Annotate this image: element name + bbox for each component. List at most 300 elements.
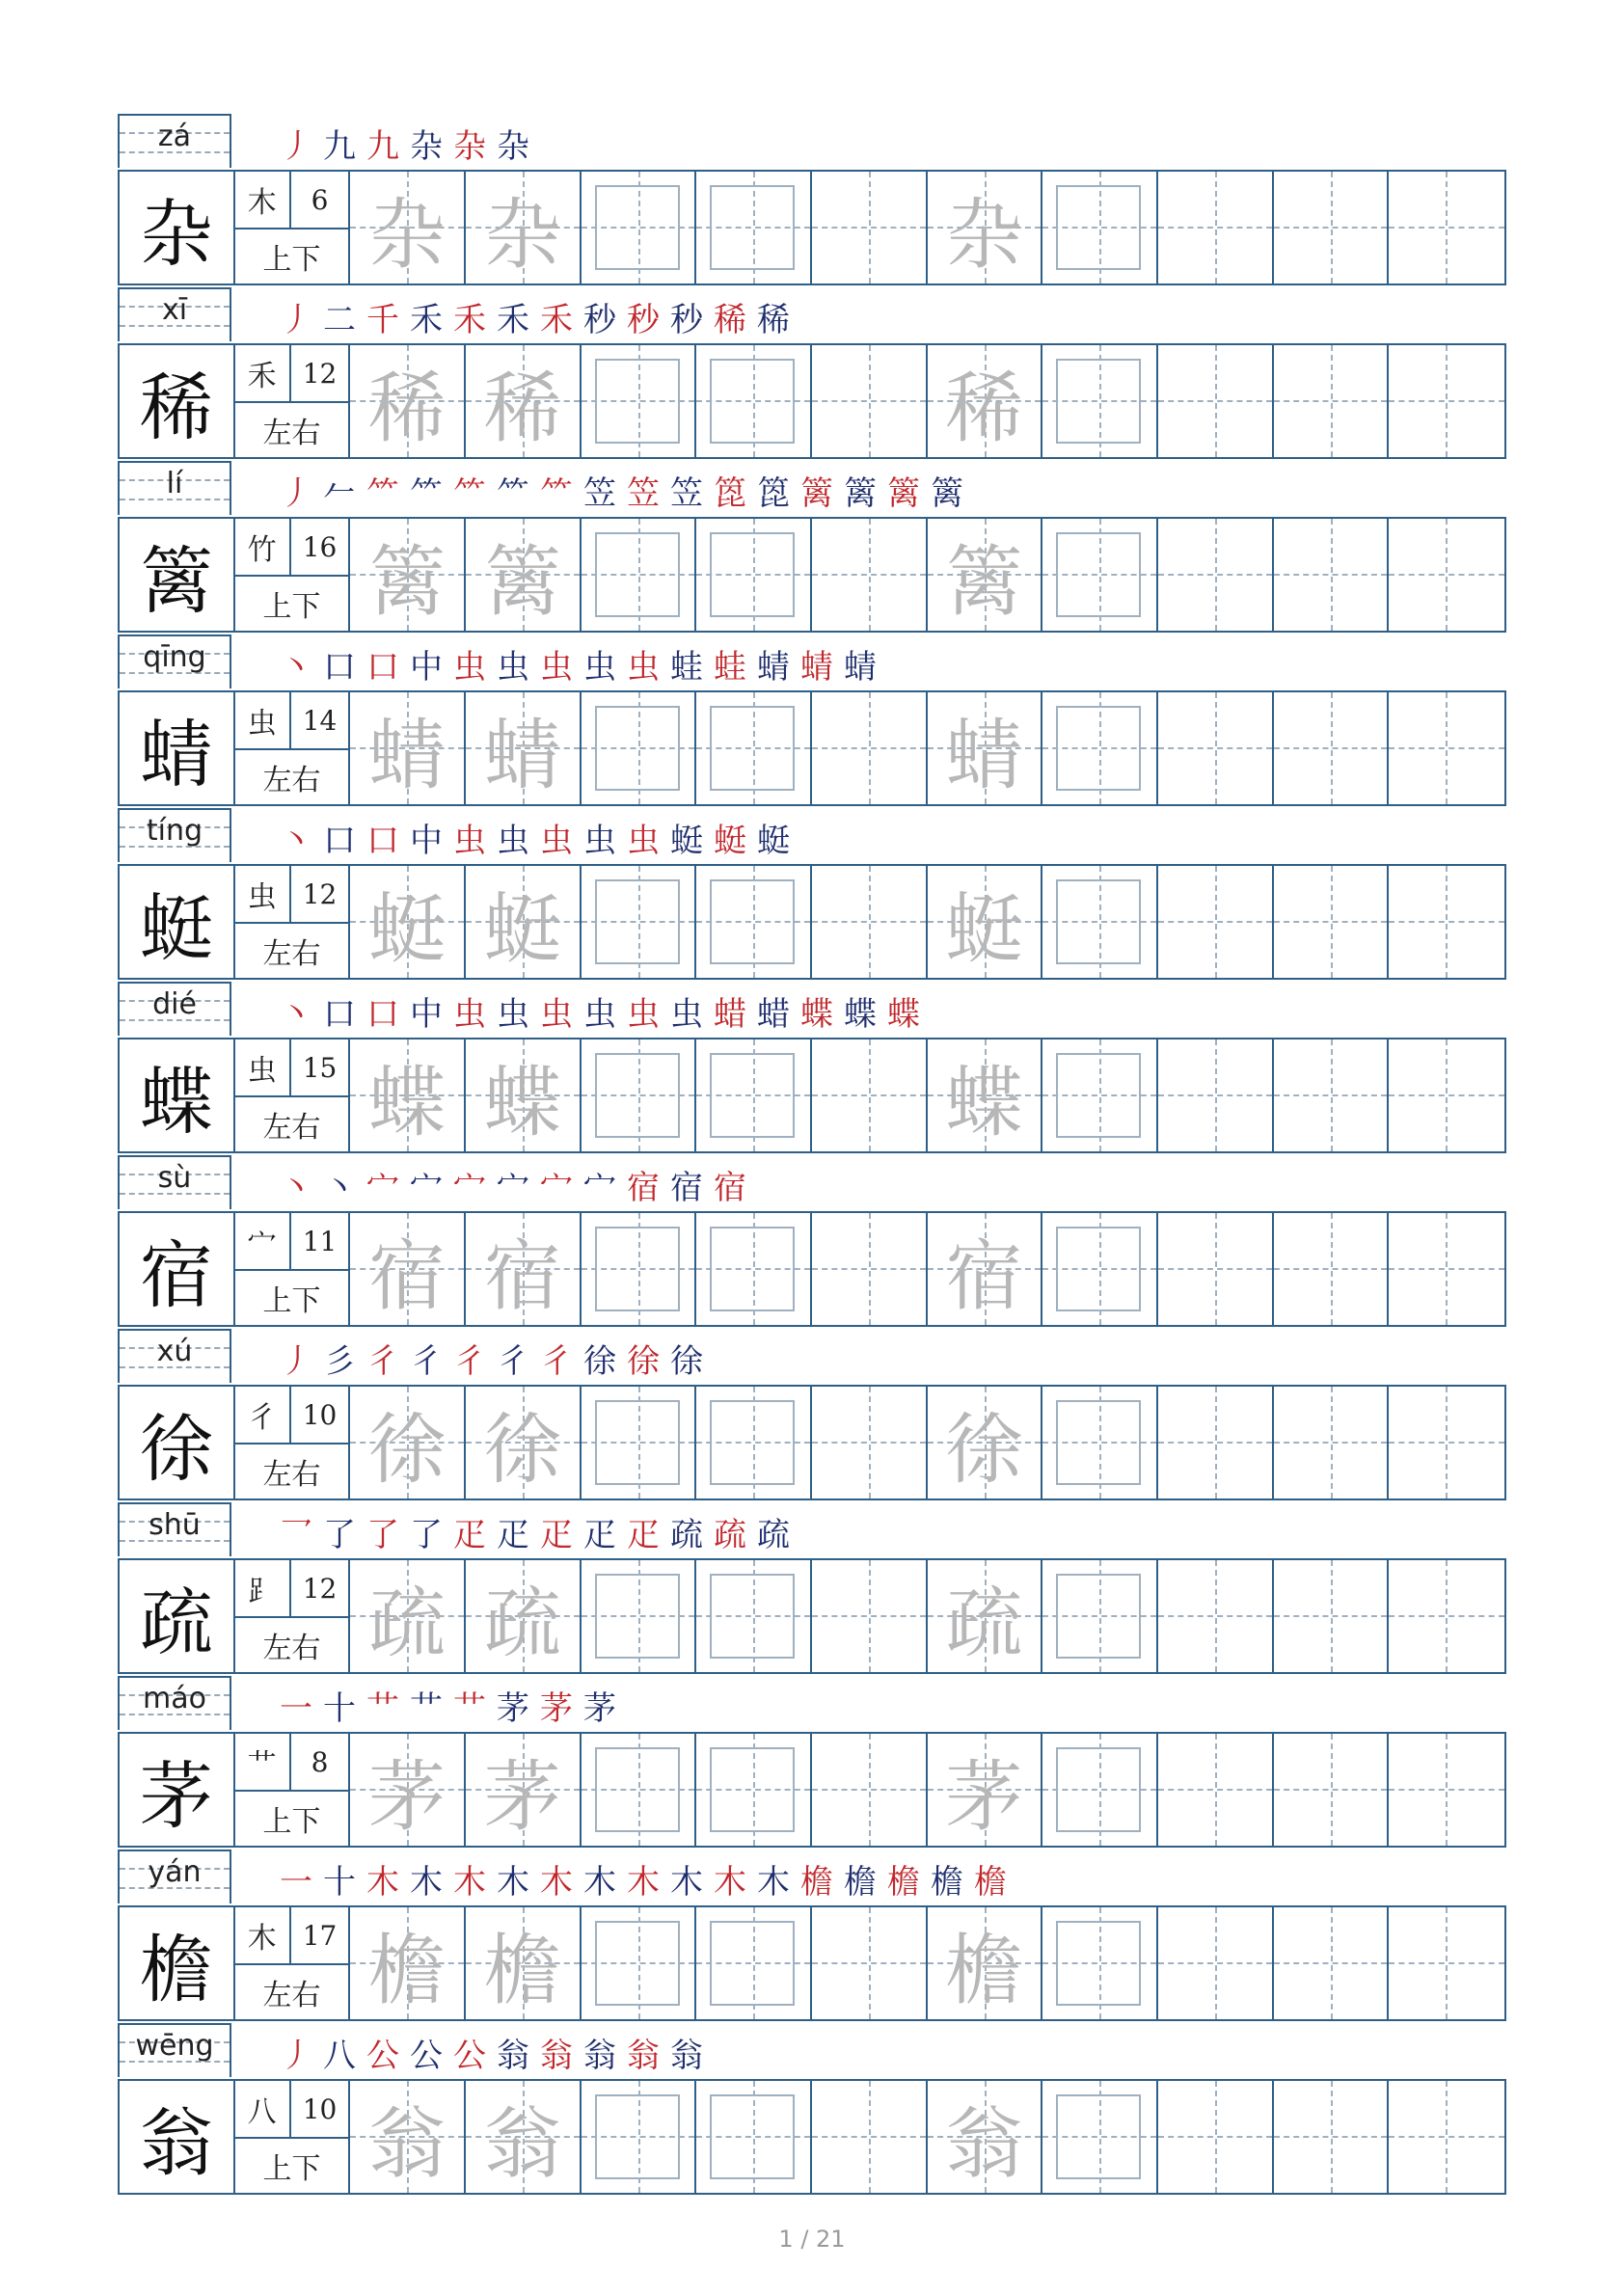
inner-box — [595, 2094, 680, 2179]
practice-cell[interactable] — [1274, 866, 1390, 978]
practice-grid-row — [118, 1038, 1506, 1153]
practice-cell[interactable] — [466, 1040, 582, 1151]
practice-cell[interactable] — [1158, 1560, 1274, 1672]
practice-cell[interactable] — [1274, 1734, 1390, 1846]
inner-box — [595, 1747, 680, 1832]
practice-cell[interactable] — [1274, 1213, 1390, 1325]
pinyin-text: dié — [152, 987, 197, 1021]
practice-cell[interactable] — [1158, 2081, 1274, 2193]
practice-cell[interactable] — [1158, 866, 1274, 978]
practice-cell[interactable] — [696, 2081, 812, 2193]
stroke-step: 宀 — [410, 1169, 443, 1207]
pinyin-cell — [118, 982, 231, 1036]
practice-cell[interactable] — [582, 2081, 697, 2193]
practice-grid-row — [118, 1211, 1506, 1327]
practice-cell[interactable] — [812, 1387, 928, 1498]
stroke-step: 稀 — [757, 301, 790, 339]
inner-box — [1056, 359, 1141, 444]
stroke-count: 11 — [302, 1225, 338, 1257]
practice-cell[interactable] — [928, 1040, 1043, 1151]
character-info — [235, 1213, 351, 1325]
practice-cell[interactable] — [582, 692, 697, 804]
practice-cell[interactable] — [696, 1560, 812, 1672]
stroke-step: 虫 — [540, 995, 573, 1034]
practice-cell[interactable] — [1389, 172, 1504, 284]
stroke-step: 口 — [323, 648, 356, 687]
practice-cell[interactable] — [466, 345, 582, 457]
inner-box — [1056, 1400, 1141, 1485]
stroke-step: 丶 — [280, 822, 312, 860]
character-block — [118, 1850, 1506, 2023]
character-info — [235, 1734, 351, 1846]
practice-cell[interactable] — [928, 1734, 1043, 1846]
practice-cell[interactable] — [1158, 1213, 1274, 1325]
practice-cell[interactable] — [1389, 1907, 1504, 2019]
stroke-step: 虫 — [453, 822, 486, 860]
pinyin-text: qīng — [143, 640, 206, 674]
practice-cell[interactable] — [1158, 1907, 1274, 2019]
stroke-step: 口 — [366, 995, 399, 1034]
practice-cell[interactable] — [350, 2081, 466, 2193]
radical: 虫 — [235, 1040, 291, 1095]
pinyin-text: shū — [149, 1508, 201, 1542]
practice-cell[interactable] — [1158, 692, 1274, 804]
stroke-count: 10 — [302, 2092, 338, 2125]
stroke-order-sequence — [277, 469, 966, 515]
stroke-step: 木 — [714, 1863, 746, 1902]
practice-cell[interactable] — [466, 172, 582, 284]
stroke-step: 丿 — [280, 301, 312, 339]
practice-cell[interactable] — [350, 172, 466, 284]
practice-cell[interactable] — [466, 1560, 582, 1672]
practice-cell[interactable] — [1042, 1560, 1158, 1672]
trace-character: 宿 — [368, 1230, 447, 1321]
practice-cell[interactable] — [582, 1734, 697, 1846]
stroke-step: 蜓 — [757, 822, 790, 860]
radical: 八 — [235, 2081, 291, 2137]
stroke-step: 檐 — [844, 1863, 877, 1902]
practice-cell[interactable] — [1158, 172, 1274, 284]
inner-box — [710, 1227, 795, 1311]
stroke-step: 二 — [323, 301, 356, 339]
practice-cell[interactable] — [350, 1734, 466, 1846]
model-character: 茅 — [120, 1734, 235, 1846]
inner-box — [595, 1053, 680, 1138]
practice-cell[interactable] — [812, 1040, 928, 1151]
practice-cell[interactable] — [466, 519, 582, 631]
practice-cell[interactable] — [1274, 2081, 1390, 2193]
practice-cell[interactable] — [812, 1213, 928, 1325]
inner-box — [710, 2094, 795, 2179]
practice-cell[interactable] — [928, 1907, 1043, 2019]
practice-cell[interactable] — [350, 1387, 466, 1498]
stroke-step: 蝶 — [800, 995, 833, 1034]
stroke-step: 木 — [410, 1863, 443, 1902]
inner-box — [1056, 1747, 1141, 1832]
character-info — [235, 1040, 351, 1151]
practice-cell[interactable] — [582, 345, 697, 457]
practice-cell[interactable] — [1158, 1387, 1274, 1498]
practice-cell[interactable] — [928, 345, 1043, 457]
practice-cell[interactable] — [696, 172, 812, 284]
character-block — [118, 287, 1506, 461]
practice-cell[interactable] — [1389, 1040, 1504, 1151]
stroke-step: 蝶 — [887, 995, 920, 1034]
stroke-step: 中 — [410, 648, 443, 687]
model-character: 稀 — [120, 345, 235, 457]
practice-cell[interactable] — [928, 866, 1043, 978]
character-block — [118, 1676, 1506, 1850]
stroke-step: 箆 — [757, 474, 790, 513]
practice-cell[interactable] — [696, 866, 812, 978]
stroke-step: 茅 — [497, 1689, 529, 1728]
stroke-count: 17 — [302, 1919, 338, 1952]
stroke-step: 蜡 — [714, 995, 746, 1034]
structure: 左右 — [262, 1632, 321, 1665]
practice-cell[interactable] — [466, 1387, 582, 1498]
inner-box — [710, 706, 795, 791]
practice-cell[interactable] — [696, 1734, 812, 1846]
practice-cell[interactable] — [1389, 1213, 1504, 1325]
character-info — [235, 1907, 351, 2019]
trace-character: 蜓 — [368, 883, 447, 974]
practice-cell[interactable] — [812, 866, 928, 978]
practice-cell[interactable] — [696, 692, 812, 804]
stroke-step: 蜻 — [800, 648, 833, 687]
practice-cell[interactable] — [1042, 1734, 1158, 1846]
stroke-step: 木 — [627, 1863, 660, 1902]
structure: 左右 — [262, 1458, 321, 1492]
stroke-step: 中 — [410, 822, 443, 860]
stroke-count: 8 — [311, 1745, 329, 1778]
practice-cell[interactable] — [1158, 1040, 1274, 1151]
practice-cell[interactable] — [928, 2081, 1043, 2193]
practice-cell[interactable] — [1042, 1040, 1158, 1151]
stroke-order-sequence — [277, 122, 532, 168]
practice-cell[interactable] — [1042, 866, 1158, 978]
trace-character: 篱 — [368, 536, 447, 627]
practice-cell[interactable] — [928, 1387, 1043, 1498]
trace-character: 蜓 — [483, 883, 561, 974]
practice-grid-row — [118, 1558, 1506, 1674]
practice-cell[interactable] — [812, 2081, 928, 2193]
trace-character: 杂 — [945, 189, 1023, 280]
practice-cell[interactable] — [1158, 1734, 1274, 1846]
stroke-step: 了 — [323, 1516, 356, 1554]
practice-cell[interactable] — [582, 1560, 697, 1672]
trace-character: 篱 — [945, 536, 1023, 627]
practice-cell[interactable] — [696, 519, 812, 631]
info-top — [235, 345, 349, 403]
stroke-step: 杂 — [497, 127, 529, 166]
info-top — [235, 1213, 349, 1271]
pinyin-text: sù — [157, 1161, 192, 1195]
practice-cell[interactable] — [1274, 1040, 1390, 1151]
stroke-step: 虫 — [453, 648, 486, 687]
practice-cell[interactable] — [928, 519, 1043, 631]
practice-cell[interactable] — [1274, 172, 1390, 284]
stroke-step: 篱 — [887, 474, 920, 513]
stroke-count: 6 — [311, 183, 329, 216]
stroke-step: 艹 — [410, 1689, 443, 1728]
structure: 上下 — [262, 1284, 321, 1318]
stroke-step: 蜻 — [757, 648, 790, 687]
info-top — [235, 172, 349, 230]
info-top — [235, 2081, 349, 2139]
practice-cell[interactable] — [696, 1907, 812, 2019]
practice-cell[interactable] — [1389, 866, 1504, 978]
practice-cell[interactable] — [350, 519, 466, 631]
practice-cell[interactable] — [1158, 345, 1274, 457]
trace-character: 檐 — [368, 1925, 447, 2015]
practice-cell[interactable] — [350, 1213, 466, 1325]
practice-cell[interactable] — [1042, 172, 1158, 284]
practice-cell[interactable] — [582, 1387, 697, 1498]
practice-cell[interactable] — [582, 1040, 697, 1151]
stroke-step: 蛙 — [670, 648, 703, 687]
practice-cell[interactable] — [1042, 2081, 1158, 2193]
stroke-step: 虫 — [497, 648, 529, 687]
practice-cell[interactable] — [1042, 519, 1158, 631]
stroke-step: 丿 — [280, 2037, 312, 2075]
practice-cell[interactable] — [1389, 2081, 1504, 2193]
trace-character: 翁 — [945, 2098, 1023, 2189]
practice-cell[interactable] — [582, 866, 697, 978]
inner-box — [710, 879, 795, 964]
stroke-step: 虫 — [540, 648, 573, 687]
practice-cell[interactable] — [1389, 1387, 1504, 1498]
practice-grid-row — [118, 1905, 1506, 2021]
stroke-step: 乛 — [280, 1516, 312, 1554]
practice-cell[interactable] — [928, 172, 1043, 284]
stroke-step: 笠 — [627, 474, 660, 513]
stroke-step: 虫 — [497, 995, 529, 1034]
practice-cell[interactable] — [466, 1734, 582, 1846]
inner-box — [595, 1227, 680, 1311]
model-character: 檐 — [120, 1907, 235, 2019]
practice-grid-row — [118, 1385, 1506, 1500]
stroke-step: 稀 — [714, 301, 746, 339]
trace-character: 翁 — [368, 2098, 447, 2189]
stroke-step: 徐 — [583, 1342, 616, 1381]
trace-character: 蜻 — [483, 710, 561, 800]
trace-character: 疏 — [368, 1578, 447, 1668]
structure: 左右 — [262, 417, 321, 450]
stroke-count: 14 — [302, 704, 338, 737]
practice-cell[interactable] — [696, 1387, 812, 1498]
practice-cell[interactable] — [812, 1734, 928, 1846]
stroke-step: 口 — [323, 995, 356, 1034]
practice-cell[interactable] — [466, 1907, 582, 2019]
stroke-step: 笠 — [670, 474, 703, 513]
practice-cell[interactable] — [582, 1907, 697, 2019]
radical: 虫 — [235, 866, 291, 922]
pinyin-text: tíng — [146, 814, 203, 848]
practice-cell[interactable] — [1389, 519, 1504, 631]
pinyin-cell — [118, 634, 231, 688]
stroke-step: 蜻 — [844, 648, 877, 687]
structure: 左右 — [262, 1111, 321, 1145]
stroke-step: 宀 — [497, 1169, 529, 1207]
pinyin-row — [118, 461, 1506, 517]
character-info — [235, 519, 351, 631]
practice-cell[interactable] — [1274, 345, 1390, 457]
pinyin-cell — [118, 287, 231, 341]
inner-box — [710, 359, 795, 444]
practice-cell[interactable] — [350, 1040, 466, 1151]
trace-character: 杂 — [368, 189, 447, 280]
practice-cell[interactable] — [350, 1907, 466, 2019]
inner-box — [595, 1400, 680, 1485]
model-character: 徐 — [120, 1387, 235, 1498]
practice-cell[interactable] — [812, 172, 928, 284]
practice-cell[interactable] — [1274, 692, 1390, 804]
practice-cell[interactable] — [1274, 1560, 1390, 1672]
pinyin-row — [118, 1676, 1506, 1732]
trace-character: 茅 — [945, 1751, 1023, 1842]
stroke-step: 木 — [497, 1863, 529, 1902]
info-top — [235, 1734, 349, 1792]
practice-cell[interactable] — [812, 1907, 928, 2019]
stroke-order-sequence — [277, 1163, 749, 1209]
stroke-order-sequence — [277, 2031, 706, 2077]
practice-grid-row — [118, 517, 1506, 633]
practice-cell[interactable] — [466, 2081, 582, 2193]
stroke-count: 10 — [302, 1398, 338, 1431]
inner-box — [595, 1921, 680, 2006]
pinyin-row — [118, 808, 1506, 864]
practice-cell[interactable] — [582, 172, 697, 284]
model-character: 蝶 — [120, 1040, 235, 1151]
character-block — [118, 634, 1506, 808]
inner-box — [595, 359, 680, 444]
practice-cell[interactable] — [1158, 519, 1274, 631]
stroke-step: 艹 — [366, 1689, 399, 1728]
structure: 上下 — [262, 1805, 321, 1839]
trace-character: 蜻 — [368, 710, 447, 800]
practice-cell[interactable] — [1389, 1734, 1504, 1846]
inner-box — [595, 706, 680, 791]
character-block — [118, 1329, 1506, 1502]
practice-cell[interactable] — [1389, 692, 1504, 804]
stroke-step: 疋 — [453, 1516, 486, 1554]
practice-cell[interactable] — [1274, 1387, 1390, 1498]
info-top — [235, 866, 349, 924]
structure: 上下 — [262, 243, 321, 277]
practice-cell[interactable] — [812, 692, 928, 804]
character-info — [235, 345, 351, 457]
info-top — [235, 519, 349, 577]
model-character: 宿 — [120, 1213, 235, 1325]
inner-box — [710, 532, 795, 617]
model-character: 蜓 — [120, 866, 235, 978]
practice-cell[interactable] — [582, 1213, 697, 1325]
radical: 木 — [235, 172, 291, 228]
stroke-step: 翁 — [583, 2037, 616, 2075]
practice-cell[interactable] — [812, 519, 928, 631]
stroke-step: 虫 — [627, 995, 660, 1034]
stroke-step: 秒 — [583, 301, 616, 339]
trace-character: 篱 — [483, 536, 561, 627]
trace-character: 徐 — [483, 1404, 561, 1495]
practice-cell[interactable] — [350, 866, 466, 978]
practice-cell[interactable] — [812, 345, 928, 457]
info-top — [235, 692, 349, 750]
inner-box — [710, 1574, 795, 1659]
practice-cell[interactable] — [1042, 1387, 1158, 1498]
practice-cell[interactable] — [1274, 1907, 1390, 2019]
stroke-count: 12 — [302, 357, 338, 390]
stroke-step: 疏 — [670, 1516, 703, 1554]
stroke-step: 丶 — [280, 1169, 312, 1207]
practice-cell[interactable] — [928, 692, 1043, 804]
pinyin-row — [118, 634, 1506, 690]
model-character: 疏 — [120, 1560, 235, 1672]
practice-cell[interactable] — [1042, 1907, 1158, 2019]
practice-cell[interactable] — [696, 1213, 812, 1325]
radical: 木 — [235, 1907, 291, 1963]
practice-cell[interactable] — [1042, 345, 1158, 457]
character-block — [118, 114, 1506, 287]
stroke-step: 丶 — [280, 995, 312, 1034]
character-info — [235, 1560, 351, 1672]
inner-box — [1056, 2094, 1141, 2179]
practice-cell[interactable] — [696, 345, 812, 457]
radical: 禾 — [235, 345, 291, 401]
practice-cell[interactable] — [350, 345, 466, 457]
inner-box — [1056, 1227, 1141, 1311]
stroke-step: 虫 — [627, 822, 660, 860]
stroke-step: 虫 — [627, 648, 660, 687]
stroke-step: 口 — [366, 648, 399, 687]
practice-grid-row — [118, 343, 1506, 459]
stroke-step: 翁 — [670, 2037, 703, 2075]
practice-cell[interactable] — [1042, 1213, 1158, 1325]
practice-cell[interactable] — [350, 692, 466, 804]
trace-character: 宿 — [945, 1230, 1023, 1321]
stroke-order-sequence — [277, 816, 793, 862]
practice-cell[interactable] — [812, 1560, 928, 1672]
stroke-step: 疏 — [714, 1516, 746, 1554]
practice-cell[interactable] — [466, 692, 582, 804]
practice-cell[interactable] — [1389, 1560, 1504, 1672]
practice-cell[interactable] — [582, 519, 697, 631]
stroke-step: 秒 — [670, 301, 703, 339]
practice-cell[interactable] — [928, 1213, 1043, 1325]
practice-cell[interactable] — [350, 1560, 466, 1672]
inner-box — [1056, 532, 1141, 617]
stroke-step: 虫 — [453, 995, 486, 1034]
practice-cell[interactable] — [696, 1040, 812, 1151]
trace-character: 檐 — [483, 1925, 561, 2015]
trace-character: 蜻 — [945, 710, 1023, 800]
practice-cell[interactable] — [1274, 519, 1390, 631]
practice-cell[interactable] — [1042, 692, 1158, 804]
practice-cell[interactable] — [466, 1213, 582, 1325]
stroke-step: 宿 — [627, 1169, 660, 1207]
radical: ⻊ — [235, 1560, 291, 1616]
stroke-step: 蜓 — [714, 822, 746, 860]
pinyin-cell — [118, 1676, 231, 1730]
practice-cell[interactable] — [1389, 345, 1504, 457]
radical: 宀 — [235, 1213, 291, 1269]
practice-cell[interactable] — [928, 1560, 1043, 1672]
inner-box — [595, 879, 680, 964]
trace-character: 徐 — [368, 1404, 447, 1495]
trace-character: 宿 — [483, 1230, 561, 1321]
practice-grid-row — [118, 864, 1506, 980]
practice-cell[interactable] — [466, 866, 582, 978]
